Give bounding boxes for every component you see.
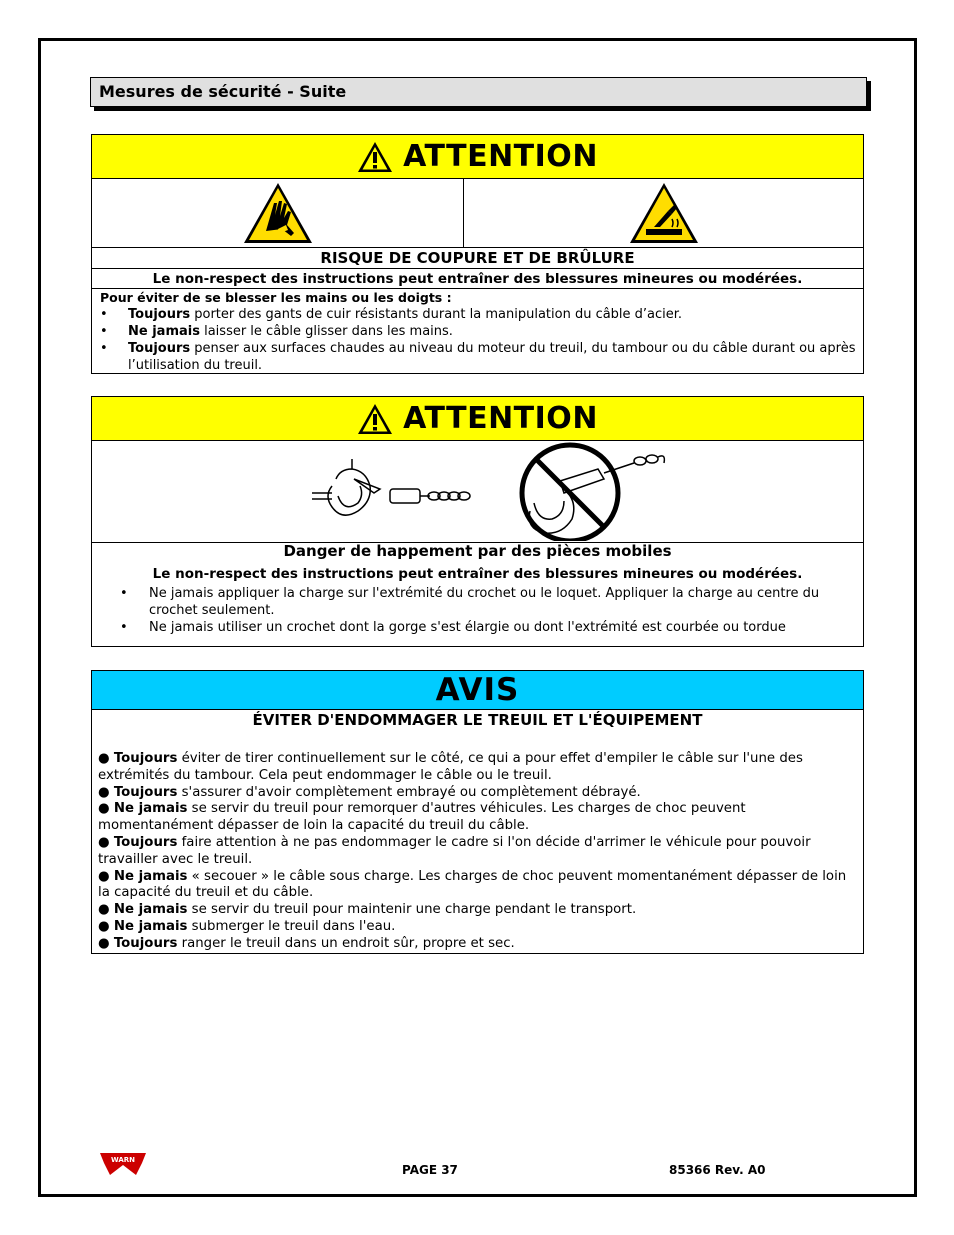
hand-cut-hazard-icon <box>242 181 314 245</box>
list-item: ● Toujours éviter de tirer continuellement sur le côté, ce qui a pour effet d'empiler le câble sur l'une des extrémités du tambour. Cela peut endommager le câble ou le treuil. <box>98 751 803 783</box>
attention-header-text: ATTENTION <box>403 139 598 174</box>
page-number: PAGE 37 <box>402 1163 458 1177</box>
warning-triangle-icon <box>357 403 393 435</box>
instruction-list <box>100 306 863 374</box>
notice-body <box>92 730 863 953</box>
instructions <box>92 289 863 374</box>
hazard-title: Danger de happement par des pièces mobiles <box>283 542 672 560</box>
section-title: Mesures de sécurité - Suite <box>90 77 867 107</box>
attention-header-text: ATTENTION <box>403 401 598 436</box>
svg-text:WARN: WARN <box>110 1156 136 1164</box>
instructions-lead: Pour éviter de se blesser les mains ou les doigts : <box>100 290 452 305</box>
hook-loading-diagram <box>302 441 762 541</box>
document-revision: 85366 Rev. A0 <box>669 1163 766 1177</box>
list-item: ● Toujours faire attention à ne pas endommager le cadre si l'on décide d'arrimer le véhicule pour pouvoir travailler avec le treuil. <box>98 834 811 867</box>
list-item: ● Ne jamais se servir du treuil pour remorquer d'autres véhicules. Les charges de choc peuvent momentanément dépasser de loin la capacité du treuil du câble. <box>98 801 746 834</box>
attention-box-moving-parts <box>91 396 864 647</box>
hook-illustration <box>92 441 863 543</box>
notice-title: ÉVITER D'ENDOMMAGER LE TREUIL ET L'ÉQUIPEMENT <box>252 711 703 729</box>
hazard-consequence: Le non-respect des instructions peut entraîner des blessures mineures ou modérées. <box>152 566 803 582</box>
notice-header: AVIS <box>92 671 863 710</box>
list-item: ● Ne jamais se servir du treuil pour maintenir une charge pendant le transport. <box>98 902 637 918</box>
list-item: • Ne jamais appliquer la charge sur l'extrémité du crochet ou le loquet. Appliquer la charge au centre du crochet seulement. <box>92 585 863 619</box>
hazard-title: RISQUE DE COUPURE ET DE BRÛLURE <box>92 248 863 269</box>
hazard-consequence: Le non-respect des instructions peut entraîner des blessures mineures ou modérées. <box>92 269 863 289</box>
attention-box-cut-burn <box>91 134 864 374</box>
list-item: ● Ne jamais « secouer » le câble sous charge. Les charges de choc peuvent momentanément dépasser de loin la capacité du treuil et du câble. <box>98 868 847 901</box>
attention-header <box>92 135 863 179</box>
list-item: • Toujours penser aux surfaces chaudes au niveau du moteur du treuil, du tambour ou du câble durant ou après l’utilisation du treuil. <box>100 340 863 374</box>
warning-triangle-icon <box>357 141 393 173</box>
notice-box <box>91 670 864 954</box>
warn-logo <box>98 1151 148 1177</box>
list-item: ● Ne jamais submerger le treuil dans l'eau. <box>98 918 396 934</box>
list-item: • Ne jamais utiliser un crochet dont la gorge s'est élargie ou dont l'extrémité est courbée ou tordue <box>92 619 863 636</box>
list-item: • Ne jamais laisser le câble glisser dans les mains. <box>100 323 863 340</box>
hot-surface-hazard-icon <box>628 181 700 245</box>
list-item: • Toujours porter des gants de cuir résistants durant la manipulation du câble d’acier. <box>100 306 863 323</box>
attention-header <box>92 397 863 441</box>
correct-hook-illustration <box>312 459 470 515</box>
instruction-list <box>92 585 863 636</box>
list-item: ● Toujours ranger le treuil dans un endroit sûr, propre et sec. <box>98 935 515 951</box>
list-item: ● Toujours s'assurer d'avoir complètement embrayé ou complètement débrayé. <box>98 784 641 800</box>
pictogram-row <box>92 179 863 248</box>
